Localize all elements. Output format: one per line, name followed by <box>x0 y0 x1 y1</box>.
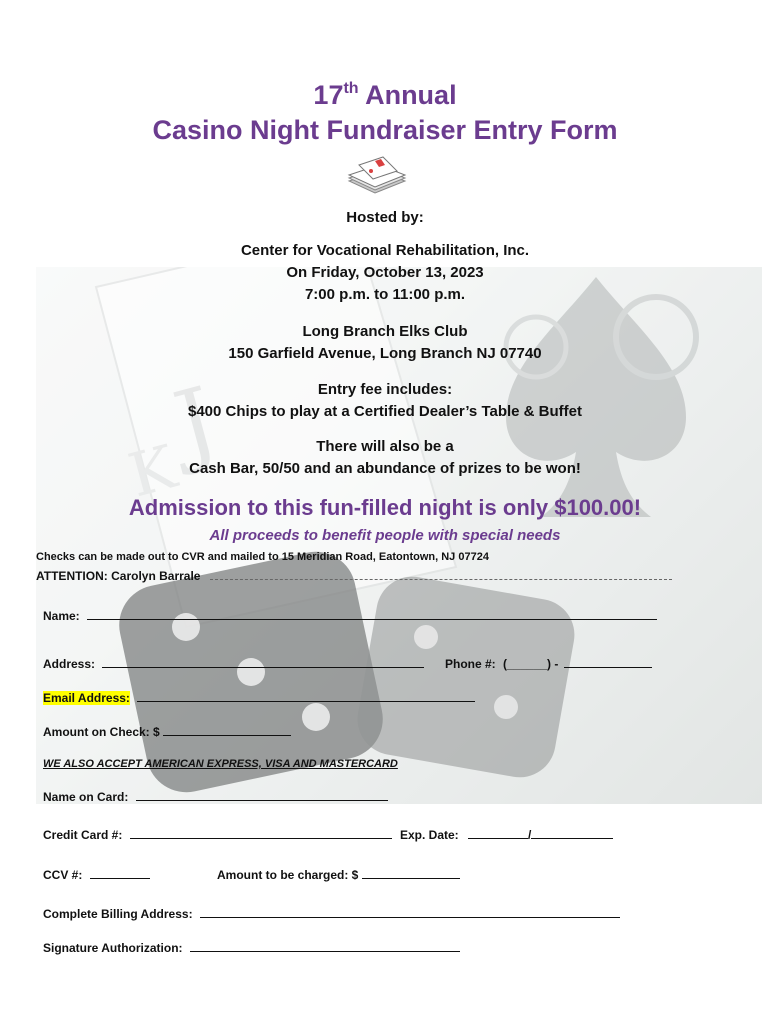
venue-address: 150 Garfield Avenue, Long Branch NJ 07740 <box>228 345 542 362</box>
page-title: Casino Night Fundraiser Entry Form <box>152 115 618 145</box>
also-text: Cash Bar, 50/50 and an abundance of prizes to be won! <box>189 460 581 477</box>
svg-text:J: J <box>164 367 227 479</box>
fee-includes-label: Entry fee includes: <box>317 381 453 398</box>
billing-address-row <box>43 906 620 921</box>
ccv-row <box>43 867 150 882</box>
address-field[interactable] <box>102 656 424 668</box>
signature-label: Signature Authorization: <box>43 941 183 955</box>
venue-name: Long Branch Elks Club <box>302 323 468 340</box>
ordinal-suffix: th <box>343 80 359 97</box>
attention-dashed-rule <box>210 569 672 580</box>
ccv-field[interactable] <box>90 867 150 879</box>
signature-row <box>43 940 460 955</box>
annual-text: Annual <box>365 80 457 110</box>
name-field[interactable] <box>87 608 657 620</box>
exp-date-separator: / <box>528 828 532 842</box>
proceeds-note: All proceeds to benefit people with special needs <box>209 527 561 544</box>
amount-charged-row <box>217 867 460 882</box>
phone-row <box>445 656 652 671</box>
admission-headline: Admission to this fun-filled night is only $100.00! <box>128 495 642 520</box>
email-row <box>43 690 475 705</box>
fee-includes-text: $400 Chips to play at a Certified Dealer’s Table & Buffet <box>188 403 582 420</box>
playing-cards-icon <box>345 155 409 197</box>
address-label: Address: <box>43 657 96 671</box>
name-label: Name: <box>43 609 80 623</box>
title-line-1 <box>0 72 770 112</box>
organization-name: Center for Vocational Rehabilitation, Inc. <box>240 242 530 259</box>
exp-date-label: Exp. Date: <box>400 828 459 842</box>
billing-address-label: Complete Billing Address: <box>43 907 193 921</box>
email-label: Email Address: <box>43 691 130 705</box>
phone-area-code[interactable]: (______) - <box>503 657 559 671</box>
exp-date-row <box>400 827 613 842</box>
attention-text: ATTENTION: Carolyn Barrale <box>36 569 201 583</box>
svg-text:K: K <box>121 432 184 512</box>
signature-field[interactable] <box>190 940 460 952</box>
event-date: On Friday, October 13, 2023 <box>286 264 484 281</box>
amount-check-field[interactable] <box>163 724 291 736</box>
billing-address-field[interactable] <box>200 906 620 918</box>
also-label: There will also be a <box>316 438 454 455</box>
ordinal-number: 17 <box>313 80 344 110</box>
phone-number-field[interactable] <box>564 656 652 668</box>
exp-month-field[interactable] <box>468 827 528 839</box>
name-row <box>43 608 657 623</box>
hosted-by-label: Hosted by: <box>346 209 424 226</box>
name-on-card-label: Name on Card: <box>43 790 129 804</box>
exp-year-field[interactable] <box>531 827 613 839</box>
attention-line <box>36 569 672 583</box>
phone-label: Phone #: <box>445 657 496 671</box>
credit-card-row <box>43 827 392 842</box>
ccv-label: CCV #: <box>43 868 83 882</box>
credit-card-field[interactable] <box>130 827 392 839</box>
amount-check-label: Amount on Check: $ <box>43 725 160 739</box>
cards-accepted-note: WE ALSO ACCEPT AMERICAN EXPRESS, VISA AND MASTERCARD <box>43 758 398 770</box>
checks-instructions: Checks can be made out to CVR and mailed to 15 Meridian Road, Eatontown, NJ 07724 <box>36 551 489 563</box>
amount-check-row <box>43 724 291 739</box>
email-field[interactable] <box>137 690 475 702</box>
amount-charged-label: Amount to be charged: $ <box>217 868 359 882</box>
name-on-card-field[interactable] <box>136 789 388 801</box>
amount-charged-field[interactable] <box>362 867 460 879</box>
event-time: 7:00 p.m. to 11:00 p.m. <box>304 286 466 303</box>
name-on-card-row <box>43 789 388 804</box>
credit-card-label: Credit Card #: <box>43 828 123 842</box>
address-row <box>43 656 424 671</box>
